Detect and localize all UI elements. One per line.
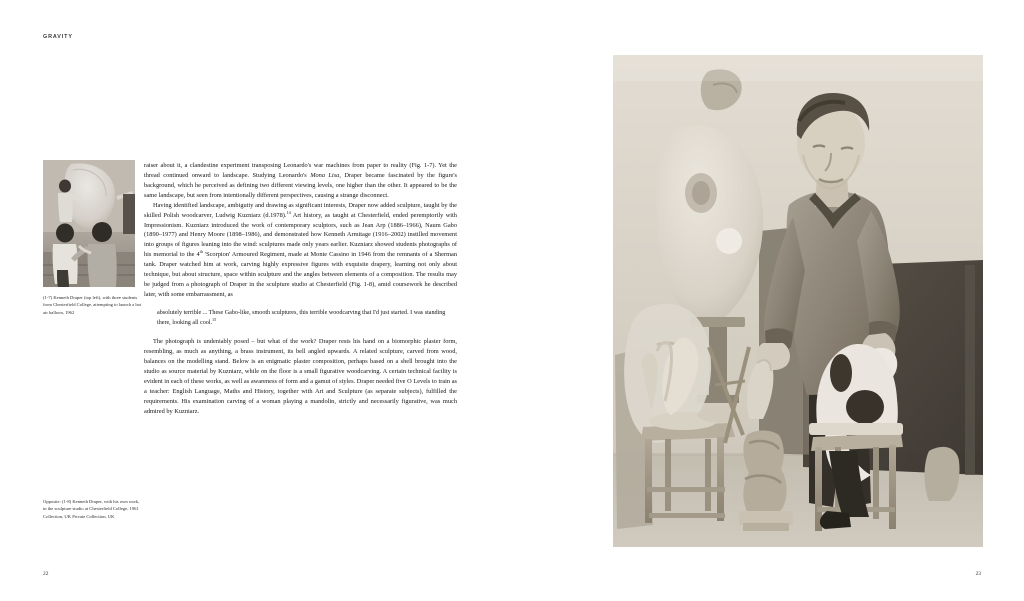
body-text-column xyxy=(144,161,457,417)
page-number-left: 22 xyxy=(43,571,49,577)
paragraph-2 xyxy=(144,201,457,300)
draper-sculpture-studio-photograph xyxy=(613,55,983,547)
figure-caption-1-7: (1-7) Kenneth Draper (top left), with three students from Chesterfield College, attempting to launch a hot air balloon, 1962 xyxy=(43,295,142,315)
right-page xyxy=(512,0,1024,601)
paragraph-1-part-b: , Draper became fascinated by the figure's background, which he perceived as defining two different viewing levels, one higher than the other. It appeared to be the same landscape, but seen from intentionally different perspectives, causing a strange disconnect. xyxy=(144,171,457,199)
running-head: GRAVITY xyxy=(43,34,73,40)
block-quote-text: absolutely terrible ... These Gabo-like, smooth sculptures, this terrible woodcarving that I'd just started. I was standing there, looking all cool. xyxy=(157,309,446,326)
footnote-marker-15: 15 xyxy=(212,316,217,322)
page-number-right: 23 xyxy=(975,571,981,577)
draper-studio-photo-graphic xyxy=(613,55,983,547)
margin-column xyxy=(43,160,135,287)
students-balloon-photograph xyxy=(43,160,135,287)
paragraph-1 xyxy=(144,161,457,201)
mona-lisa-title: Mona Lisa xyxy=(310,171,340,179)
paragraph-1-part-a: raiser about it, a clandestine experiment transposing Leonardo's war machines from paper to reality (Fig. 1-7). Yet the thread continued onward to landscape. Studying Leonardo's xyxy=(144,162,457,179)
footnote-marker-14: 14 xyxy=(286,209,291,215)
paragraph-3: The photograph is undeniably posed – but what of the work? Draper rests his hand on a biomorphic plaster form, resembling, as much as anything, a brass instrument, its bell angled upwards. A related sculpture, carved from wood, balances on the modelling stand. Below is an enigmatic plaster composition, perhaps based on a shell brought into the studio as source material by Kuzniarz, while on the floor is a small figurative woodcarving. A certain technical facility is evident in each of these works, as well as awareness of form and a gamut of styles. Draper needed five O Levels to train as a teacher: English Language, Maths and History, together with Art and Sculpture (as separate subjects), fulfilled the requirements. His examination carving of a woman playing a mandolin, strictly and necessarily figurative, was much admired by Kuzniarz. xyxy=(144,338,457,415)
paragraph-2-part-a: Having identified landscape, ambiguity and drawing as significant interests, Draper now added sculpture, taught by the skilled Polish woodcarver, Ludwig Kuzniarz (d.1978). xyxy=(144,201,457,219)
paragraph-2-part-c: 'Scorpion' Armoured Regiment, made at Monte Cassino in 1946 from the remnants of a Sherman tank. Draper watched him at work, carving highly expressive figures with exquisite drapery, learning not only about technique, but about structure, space within sculpture and the angles between elements of a composition. The results may be judged from a photograph of Draper in the sculpture studio at Chesterfield (Fig. 1-8), amid coursework he described later, with some embarrassment, as xyxy=(144,251,457,298)
paragraph-2-part-b: Art history, as taught at Chesterfield, ended peremptorily with Impressionism. Kuzniarz introduced the work of contemporary sculptors, such as Jean Arp (1886–1966), Naum Gabo (1890–1977) and Henry Moore (1898–1986), and demonstrated how Kenneth Armitage (1916–2002) instilled movement into groups of figures leaning into the wind: sculptures made only years earlier. Kuzniarz showed students photographs of his memorial to the 4 xyxy=(144,211,457,259)
block-quote xyxy=(144,309,457,329)
students-balloon-photo-graphic xyxy=(43,160,135,287)
figure-caption-1-8: Opposite: (1-8) Kenneth Draper, with his own work, in the sculpture studio at Chesterfield College, 1961 Collection, UK Private Collection, UK xyxy=(43,499,140,519)
ordinal-suffix-th: th xyxy=(199,249,203,255)
